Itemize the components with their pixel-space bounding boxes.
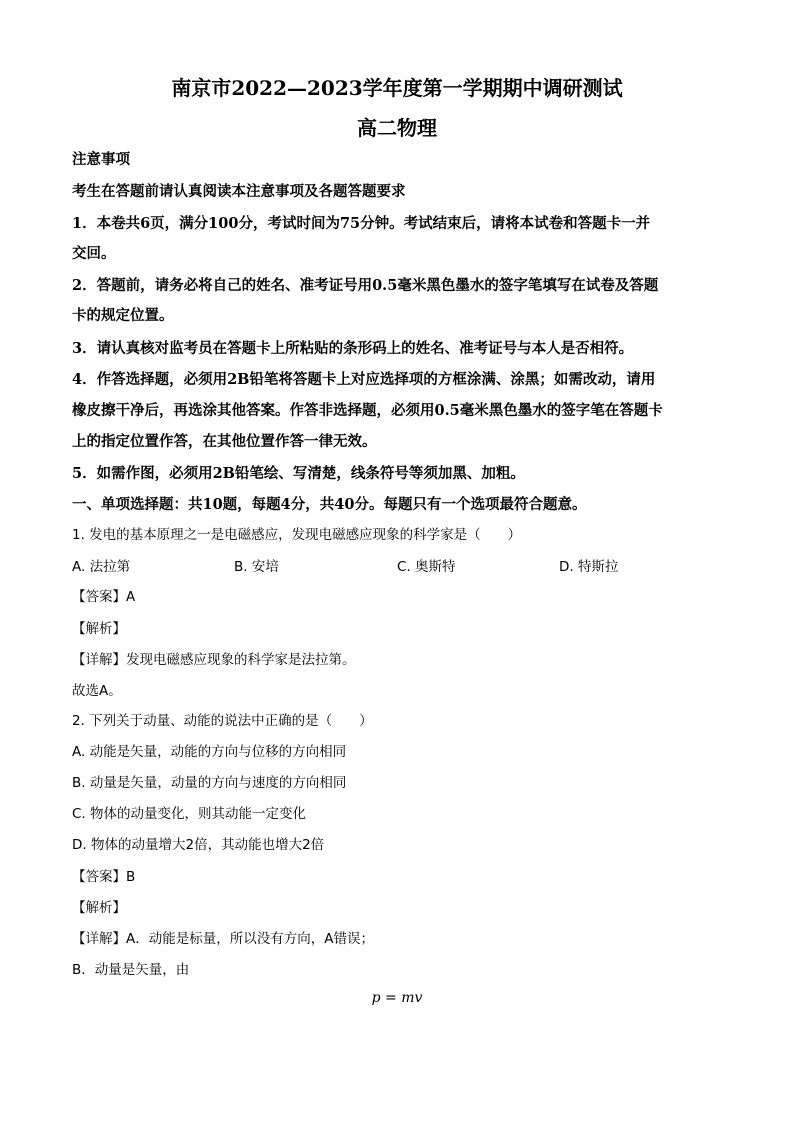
question-2-answer: 【答案】B xyxy=(72,869,136,885)
option-b: B. 动量是矢量，动量的方向与速度的方向相同 xyxy=(72,775,347,791)
notice-line: 5．如需作图，必须用2B铅笔绘、写清楚，线条符号等须加黑、加粗。 xyxy=(72,465,525,482)
notice-line: 2．答题前，请务必将自己的姓名、准考证号用0.5毫米黑色墨水的签字笔填写在试卷及答题 xyxy=(72,277,659,294)
exam-subject: 高二物理 xyxy=(357,116,437,140)
exam-title: 南京市2022—2023学年度第一学期期中调研测试 xyxy=(171,76,623,100)
notice-line: 4．作答选择题，必须用2B铅笔将答题卡上对应选择项的方框涂满、涂黑；如需改动，请用 xyxy=(72,371,656,388)
notice-line: 3．请认真核对监考员在答题卡上所粘贴的条形码上的姓名、准考证号与本人是否相符。 xyxy=(72,340,634,357)
question-1-conclusion: 故选A。 xyxy=(72,683,122,699)
notice-line: 1．本卷共6页，满分100分，考试时间为75分钟。考试结束后，请将本试卷和答题卡一并 xyxy=(72,215,651,232)
notice-intro: 考生在答题前请认真阅读本注意事项及各题答题要求 xyxy=(72,183,406,200)
question-1-analysis: 【解析】 xyxy=(72,621,126,637)
option-c: C. 物体的动量变化，则其动能一定变化 xyxy=(72,806,307,822)
question-2-detail: 【详解】A．动能是标量，所以没有方向，A错误； xyxy=(72,931,374,947)
option-d: D. 物体的动量增大2倍，其动能也增大2倍 xyxy=(72,837,325,853)
notice-heading: 注意事项 xyxy=(72,151,130,168)
notice-line: 卡的规定位置。 xyxy=(72,307,174,324)
question-1-options xyxy=(72,555,724,575)
option-c: C. 奥斯特 xyxy=(397,559,456,575)
option-d: D. 特斯拉 xyxy=(559,559,619,575)
section-heading: 一、单项选择题：共10题，每题4分，共40分。每题只有一个选项最符合题意。 xyxy=(72,496,587,513)
option-a: A. 动能是矢量，动能的方向与位移的方向相同 xyxy=(72,744,347,760)
notice-line: 交回。 xyxy=(72,245,116,262)
question-1-detail: 【详解】发现电磁感应现象的科学家是法拉第。 xyxy=(72,652,356,668)
momentum-formula: p = mv xyxy=(371,990,423,1006)
notice-line: 橡皮擦干净后，再选涂其他答案。作答非选择题，必须用0.5毫米黑色墨水的签字笔在答题卡 xyxy=(72,402,663,419)
question-1-answer: 【答案】A xyxy=(72,589,136,605)
option-a: A. 法拉第 xyxy=(72,559,131,575)
notice-line: 上的指定位置作答，在其他位置作答一律无效。 xyxy=(72,433,377,450)
question-2-detail-b: B．动量是矢量，由 xyxy=(72,962,190,978)
option-b: B. 安培 xyxy=(234,559,279,575)
question-2-stem: 2. 下列关于动量、动能的说法中正确的是（ ） xyxy=(72,713,373,729)
question-1-stem: 1. 发电的基本原理之一是电磁感应，发现电磁感应现象的科学家是（ ） xyxy=(72,527,522,543)
question-2-analysis: 【解析】 xyxy=(72,900,126,916)
